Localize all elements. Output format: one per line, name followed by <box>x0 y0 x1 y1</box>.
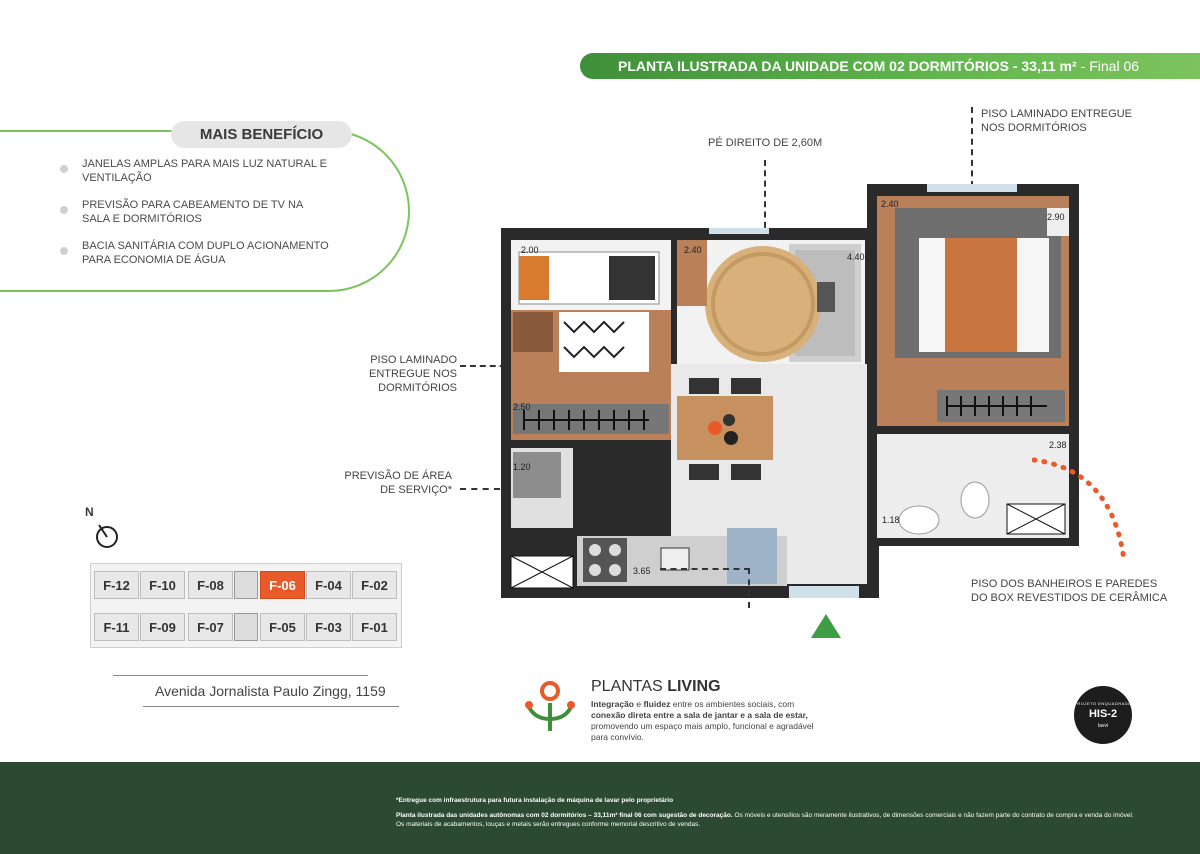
unit-f12: F-12 <box>94 571 139 599</box>
footer-note-text: Os móveis e utensílios são meramente ilustrativos, de dimensões comerciais e não fazem parte do contrato de compra e venda do imóvel. Os materiais de acabamentos, louças e metais serão entregues conforme memorial descritivo de vendas. <box>396 812 1134 828</box>
unit-keymap <box>90 563 402 648</box>
address-divider-bottom <box>143 706 399 707</box>
callout-ceiling: PÉ DIREITO DE 2,60M <box>708 137 823 149</box>
living-title-light: PLANTAS <box>591 678 663 695</box>
benefit-item <box>60 157 330 185</box>
compass-icon <box>83 505 123 555</box>
callout-floor-master: PISO LAMINADO ENTREGUE NOS DORMITÓRIOS <box>981 108 1132 134</box>
footer <box>0 762 1200 854</box>
dim-label: 2.38 <box>1049 440 1067 450</box>
benefit-item <box>60 239 330 267</box>
page-title: PLANTA ILUSTRADA DA UNIDADE COM 02 DORMITÓRIOS - 33,11 m² <box>618 58 1077 74</box>
dim-label: 2.40 <box>881 199 899 209</box>
unit-f08: F-08 <box>188 571 233 599</box>
dim-label: 1.20 <box>513 462 531 472</box>
plantas-living-logo-icon <box>525 681 575 733</box>
bullet-icon <box>60 247 68 255</box>
page-title-bar <box>580 53 1200 79</box>
living-text-bold: fluidez <box>643 699 671 709</box>
dim-leader <box>748 568 750 608</box>
benefits-list <box>60 157 330 280</box>
floor-plan-drawing <box>499 182 1081 600</box>
seal-bottom-text: lavvi <box>1097 723 1108 729</box>
seal-middle-text: HIS-2 <box>1088 708 1118 720</box>
unit-f05: F-05 <box>260 613 305 641</box>
benefit-text: PREVISÃO PARA CABEAMENTO DE TV NA SALA E DORMITÓRIOS <box>82 199 303 225</box>
unit-f09: F-09 <box>140 613 185 641</box>
bullet-icon <box>60 206 68 214</box>
stairwell <box>234 571 258 599</box>
benefit-text: JANELAS AMPLAS PARA MAIS LUZ NATURAL E VENTILAÇÃO <box>82 158 327 184</box>
callout-service-leader <box>460 488 500 490</box>
dim-label: 2.90 <box>1047 212 1065 222</box>
dim-label: 3.65 <box>633 566 651 576</box>
living-text: entre os ambientes sociais, com <box>670 699 795 709</box>
unit-f06-active: F-06 <box>260 571 305 599</box>
dim-leader <box>660 568 750 570</box>
unit-f11: F-11 <box>94 613 139 641</box>
living-text: e <box>634 699 644 709</box>
callout-floor-master-leader <box>971 107 973 187</box>
dim-label: 2.40 <box>684 245 702 255</box>
footer-note-service: *Entregue com infraestrutura para futura instalação de máquina de lavar pelo proprietário <box>396 797 674 804</box>
unit-f02: F-02 <box>352 571 397 599</box>
elevator <box>234 613 258 641</box>
bathroom-callout-dots <box>1032 450 1152 570</box>
unit-f01: F-01 <box>352 613 397 641</box>
floor-plan <box>499 182 1081 600</box>
address-divider-top <box>113 675 368 676</box>
bullet-icon <box>60 165 68 173</box>
unit-f07: F-07 <box>188 613 233 641</box>
living-description <box>591 699 826 743</box>
living-text: promovendo um espaço mais amplo, funcional e agradável para convívio. <box>591 721 814 742</box>
dim-label: 4.40 <box>847 252 865 262</box>
footer-note-bold: Planta ilustrada das unidades autônomas com 02 dormitórios – 33,11m² final 06 com sugestão de decoração. <box>396 812 733 819</box>
callout-service: PREVISÃO DE ÁREA DE SERVIÇO* <box>344 470 452 496</box>
benefits-heading: MAIS BENEFÍCIO <box>171 121 352 148</box>
benefit-item <box>60 198 330 226</box>
unit-f10: F-10 <box>140 571 185 599</box>
living-title-bold: LIVING <box>667 678 721 695</box>
north-arrow-icon <box>811 614 841 638</box>
dim-label: 2.00 <box>521 245 539 255</box>
benefit-text: BACIA SANITÁRIA COM DUPLO ACIONAMENTO PARA ECONOMIA DE ÁGUA <box>82 240 329 266</box>
unit-f04: F-04 <box>306 571 351 599</box>
dim-label: 1.18 <box>882 515 900 525</box>
page-title-suffix: - Final 06 <box>1080 58 1140 74</box>
his2-seal <box>1074 686 1132 744</box>
living-title <box>591 678 721 696</box>
living-text-bold: Integração <box>591 699 634 709</box>
address: Avenida Jornalista Paulo Zingg, 1159 <box>155 683 386 699</box>
seal-top-text: PROJETO ENQUADRADO <box>1074 701 1132 706</box>
dim-label: 2.50 <box>513 402 531 412</box>
callout-floor-bedroom: PISO LAMINADO ENTREGUE NOS DORMITÓRIOS <box>368 354 457 394</box>
footer-note-disclaimer <box>396 811 1136 829</box>
compass-dial-icon <box>93 523 121 551</box>
callout-bathroom: PISO DOS BANHEIROS E PAREDES DO BOX REVESTIDOS DE CERÂMICA <box>971 578 1168 604</box>
unit-f03: F-03 <box>306 613 351 641</box>
compass-north-label: N <box>85 505 94 519</box>
living-text-bold: conexão direta entre a sala de jantar e a sala de estar, <box>591 710 808 720</box>
